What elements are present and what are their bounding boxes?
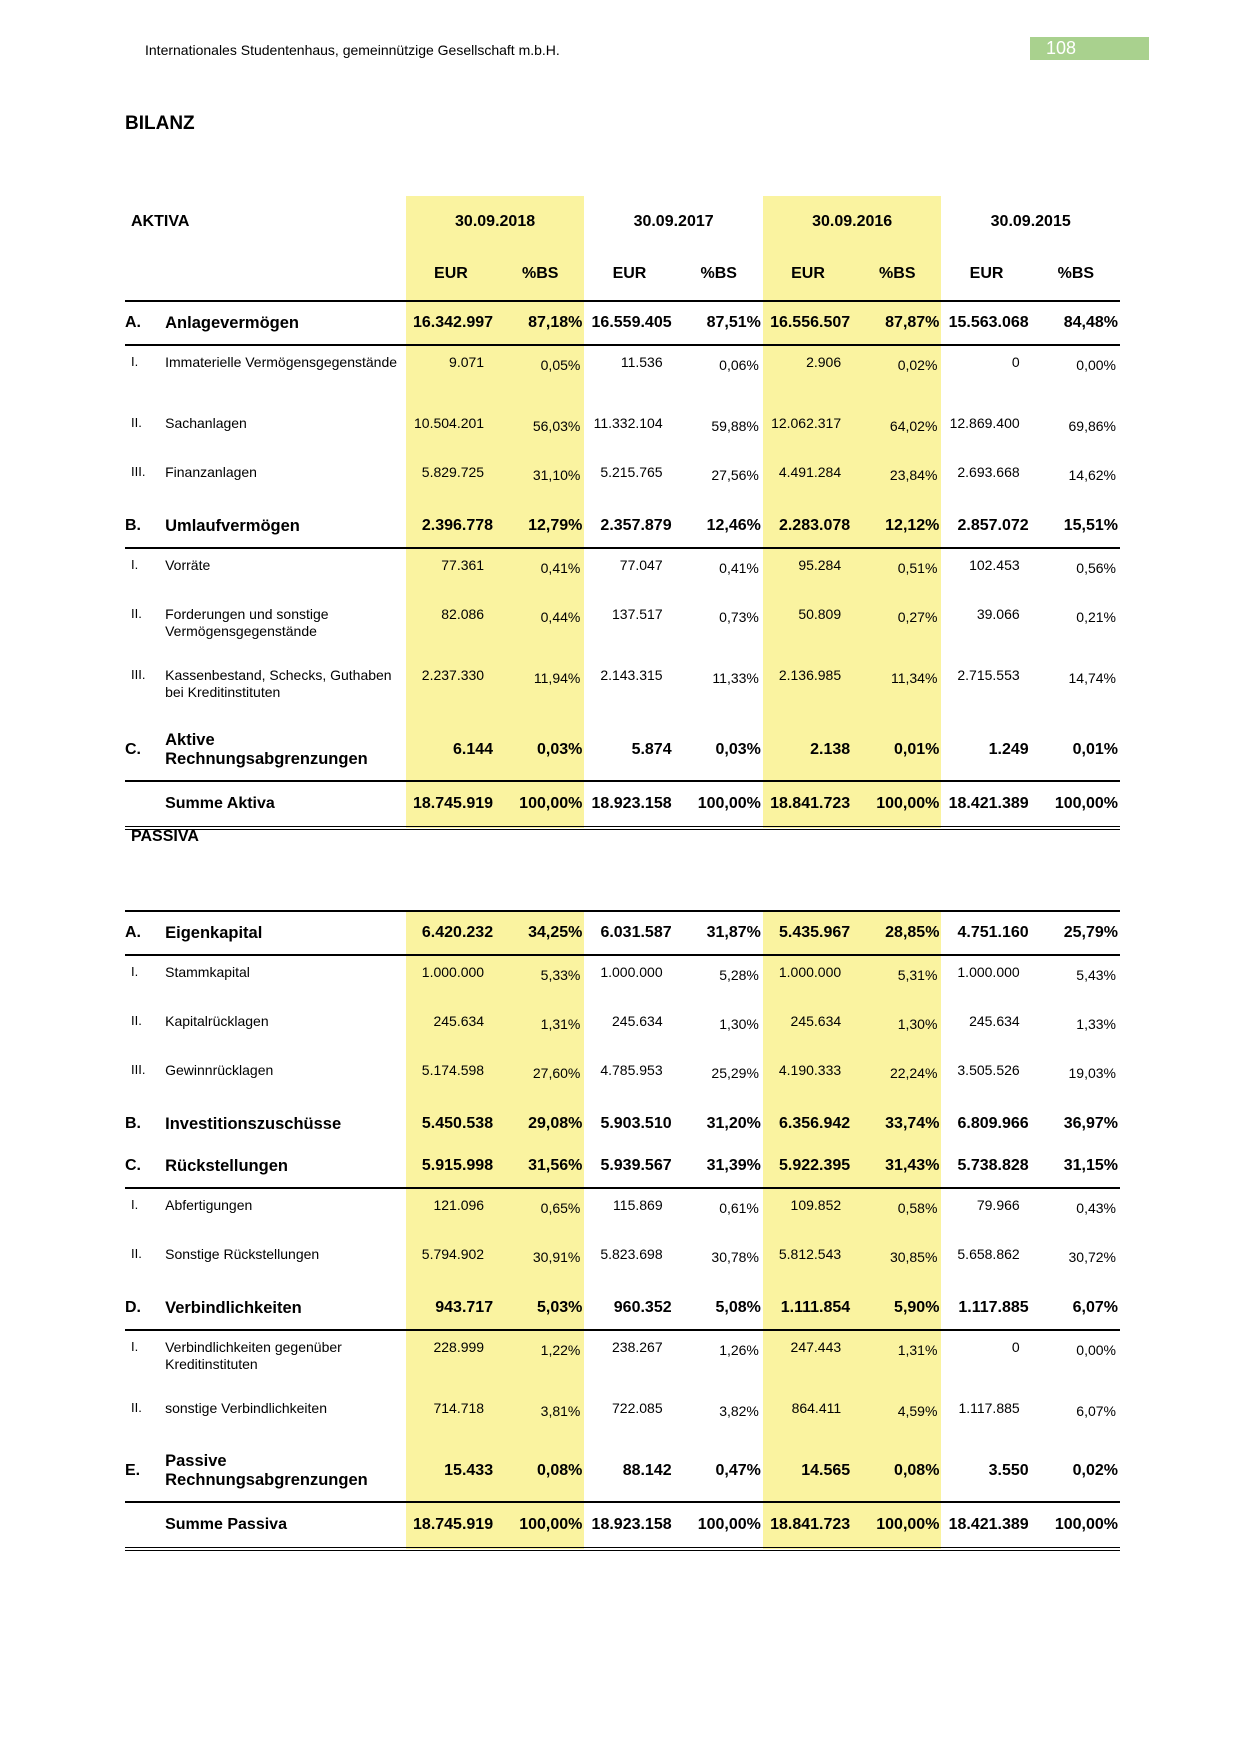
cell-eur: 1.249	[941, 720, 1031, 781]
cell-percent: 27,56%	[711, 467, 759, 483]
cell-eur: 18.421.389	[941, 781, 1031, 828]
pct-header: %BS	[675, 248, 763, 301]
cell-eur: 5.450.538	[406, 1103, 496, 1145]
cell-eur: 109.852	[763, 1188, 853, 1238]
row-letter: D.	[125, 1287, 165, 1330]
date-header-2018: 30.09.2018	[406, 196, 585, 248]
cell-percent: 100,00%	[496, 781, 584, 828]
row-roman-numeral: II.	[131, 1400, 142, 1415]
row-roman-numeral: III.	[131, 1062, 146, 1077]
cell-percent: 1,30%	[719, 1016, 759, 1032]
cell-eur: 2.693.668	[957, 464, 1020, 480]
cell-eur: 960.352	[584, 1287, 674, 1330]
aktiva-table	[125, 196, 1120, 830]
cell-percent: 31,43%	[853, 1145, 941, 1188]
cell-percent: 0,21%	[1076, 609, 1116, 625]
cell-percent: 1,31%	[496, 1005, 584, 1054]
cell-percent: 0,43%	[1076, 1200, 1116, 1216]
row-roman-numeral: I.	[131, 1339, 139, 1354]
cell-percent: 23,84%	[853, 456, 941, 505]
cell-percent: 19,03%	[1068, 1065, 1116, 1081]
row-label: Summe Aktiva	[165, 781, 406, 828]
table-row	[125, 301, 1120, 345]
cell-eur: 1.000.000	[763, 955, 853, 1005]
cell-eur: 245.634	[406, 1005, 496, 1054]
cell-percent: 56,03%	[496, 407, 584, 456]
cell-percent: 31,15%	[1032, 1145, 1120, 1188]
row-label: Sachanlagen	[165, 415, 247, 431]
eur-header: EUR	[406, 248, 496, 301]
row-roman-numeral: II.	[131, 606, 142, 621]
unit-header-row	[125, 248, 1120, 301]
table-row	[125, 911, 1120, 955]
cell-eur: 77.047	[619, 557, 663, 573]
cell-percent: 0,06%	[719, 357, 759, 373]
cell-percent: 0,58%	[853, 1188, 941, 1238]
cell-percent: 0,41%	[496, 548, 584, 598]
cell-percent: 12,79%	[496, 505, 584, 548]
cell-percent: 29,08%	[496, 1103, 584, 1145]
cell-percent: 30,91%	[496, 1238, 584, 1287]
cell-percent: 22,24%	[853, 1054, 941, 1103]
cell-percent: 15,51%	[1032, 505, 1120, 548]
row-roman-numeral: III.	[131, 464, 146, 479]
cell-percent: 31,87%	[675, 911, 763, 955]
cell-percent: 0,61%	[719, 1200, 759, 1216]
cell-eur: 247.443	[763, 1330, 853, 1392]
cell-eur: 121.096	[406, 1188, 496, 1238]
row-label: Verbindlichkeiten gegenüber Kreditinstituten	[165, 1339, 342, 1372]
cell-eur: 79.966	[976, 1197, 1020, 1213]
cell-eur: 50.809	[763, 598, 853, 659]
cell-percent: 0,08%	[496, 1441, 584, 1502]
cell-eur: 2.857.072	[941, 505, 1031, 548]
cell-percent: 5,90%	[853, 1287, 941, 1330]
cell-percent: 87,51%	[675, 301, 763, 345]
cell-percent: 0,05%	[496, 345, 584, 407]
cell-percent: 59,88%	[711, 418, 759, 434]
cell-eur: 137.517	[612, 606, 663, 622]
row-label: Stammkapital	[165, 964, 250, 980]
row-label: Gewinnrücklagen	[165, 1062, 274, 1078]
table-row	[125, 1392, 1120, 1441]
cell-percent: 25,29%	[711, 1065, 759, 1081]
cell-eur: 6.356.942	[763, 1103, 853, 1145]
cell-percent: 0,65%	[496, 1188, 584, 1238]
row-letter: A.	[125, 911, 165, 955]
cell-percent: 64,02%	[853, 407, 941, 456]
cell-percent: 0,03%	[496, 720, 584, 781]
cell-eur: 2.357.879	[584, 505, 674, 548]
cell-eur: 18.923.158	[584, 781, 674, 828]
cell-percent: 100,00%	[1032, 1502, 1120, 1549]
cell-percent: 0,73%	[719, 609, 759, 625]
row-label: Investitionszuschüsse	[165, 1114, 342, 1133]
cell-eur: 39.066	[976, 606, 1020, 622]
table-row	[125, 1103, 1120, 1145]
cell-eur: 18.745.919	[406, 781, 496, 828]
table-row	[125, 407, 1120, 456]
cell-eur: 5.794.902	[406, 1238, 496, 1287]
aktiva-heading: AKTIVA	[131, 213, 190, 230]
cell-eur: 1.117.885	[941, 1287, 1031, 1330]
cell-percent: 0,03%	[675, 720, 763, 781]
row-label: Abfertigungen	[165, 1197, 253, 1213]
table-row	[125, 955, 1120, 1005]
pct-header: %BS	[853, 248, 941, 301]
cell-eur: 1.117.885	[958, 1400, 1020, 1416]
table-row	[125, 456, 1120, 505]
cell-eur: 5.823.698	[600, 1246, 663, 1262]
cell-eur: 1.000.000	[600, 964, 663, 980]
table-row	[125, 1145, 1120, 1188]
cell-eur: 11.536	[620, 354, 663, 370]
cell-eur: 6.809.966	[957, 1115, 1029, 1132]
row-letter: E.	[125, 1441, 165, 1502]
header-title: Internationales Studentenhaus, gemeinnützige Gesellschaft m.b.H.	[145, 42, 560, 58]
cell-eur: 0	[1011, 1339, 1020, 1355]
cell-eur: 5.812.543	[763, 1238, 853, 1287]
table-row	[125, 1188, 1120, 1238]
cell-eur: 12.869.400	[949, 415, 1020, 431]
cell-eur: 2.396.778	[406, 505, 496, 548]
cell-percent: 14,62%	[1068, 467, 1116, 483]
row-label: Summe Passiva	[165, 1502, 406, 1549]
cell-percent: 100,00%	[1032, 781, 1120, 828]
cell-percent: 0,56%	[1076, 560, 1116, 576]
row-spacer	[125, 1502, 165, 1549]
pct-header: %BS	[496, 248, 584, 301]
cell-eur: 2.136.985	[763, 659, 853, 720]
cell-percent: 100,00%	[496, 1502, 584, 1549]
cell-eur: 4.491.284	[763, 456, 853, 505]
cell-percent: 0,41%	[719, 560, 759, 576]
cell-percent: 5,43%	[1076, 967, 1116, 983]
cell-percent: 5,08%	[675, 1287, 763, 1330]
cell-percent: 33,74%	[853, 1103, 941, 1145]
cell-percent: 0,44%	[496, 598, 584, 659]
row-letter: C.	[125, 1145, 165, 1188]
table-row	[125, 345, 1120, 407]
cell-eur: 238.267	[612, 1339, 663, 1355]
cell-eur: 15.433	[406, 1441, 496, 1502]
cell-percent: 5,28%	[719, 967, 759, 983]
cell-percent: 0,00%	[1076, 1342, 1116, 1358]
cell-percent: 1,26%	[719, 1342, 759, 1358]
cell-eur: 6.031.587	[584, 911, 674, 955]
cell-percent: 14,74%	[1068, 670, 1116, 686]
row-roman-numeral: II.	[131, 1246, 142, 1261]
cell-eur: 943.717	[406, 1287, 496, 1330]
cell-percent: 30,78%	[711, 1249, 759, 1265]
table-row	[125, 720, 1120, 781]
cell-eur: 228.999	[406, 1330, 496, 1392]
cell-eur: 6.144	[406, 720, 496, 781]
cell-eur: 5.435.967	[763, 911, 853, 955]
cell-percent: 34,25%	[496, 911, 584, 955]
eur-header: EUR	[763, 248, 853, 301]
cell-percent: 1,33%	[1076, 1016, 1116, 1032]
cell-eur: 10.504.201	[406, 407, 496, 456]
cell-eur: 9.071	[406, 345, 496, 407]
row-letter: A.	[125, 301, 165, 345]
cell-percent: 6,07%	[1076, 1403, 1116, 1419]
row-roman-numeral: I.	[131, 557, 139, 572]
cell-percent: 69,86%	[1068, 418, 1116, 434]
table-row	[125, 1330, 1120, 1392]
table-row	[125, 1054, 1120, 1103]
table-row	[125, 1238, 1120, 1287]
cell-eur: 77.361	[406, 548, 496, 598]
cell-percent: 11,34%	[853, 659, 941, 720]
cell-eur: 18.841.723	[763, 781, 853, 828]
row-roman-numeral: III.	[131, 667, 146, 682]
cell-percent: 100,00%	[853, 781, 941, 828]
cell-percent: 11,94%	[496, 659, 584, 720]
cell-eur: 82.086	[406, 598, 496, 659]
cell-eur: 1.111.854	[763, 1287, 853, 1330]
table-row	[125, 598, 1120, 659]
table-row	[125, 1502, 1120, 1549]
row-letter: C.	[125, 720, 165, 781]
cell-eur: 18.421.389	[941, 1502, 1031, 1549]
cell-eur: 16.342.997	[406, 301, 496, 345]
cell-eur: 95.284	[763, 548, 853, 598]
row-label: Kapitalrücklagen	[165, 1013, 269, 1029]
row-label: Eigenkapital	[165, 911, 406, 955]
row-roman-numeral: I.	[131, 354, 139, 369]
row-roman-numeral: II.	[131, 415, 142, 430]
cell-percent: 27,60%	[496, 1054, 584, 1103]
cell-percent: 0,27%	[853, 598, 941, 659]
cell-percent: 28,85%	[853, 911, 941, 955]
cell-percent: 30,85%	[853, 1238, 941, 1287]
row-label: Umlaufvermögen	[165, 505, 406, 548]
row-label: Rückstellungen	[165, 1145, 406, 1188]
cell-eur: 5.922.395	[763, 1145, 853, 1188]
cell-eur: 5.915.998	[406, 1145, 496, 1188]
cell-percent: 0,08%	[853, 1441, 941, 1502]
cell-eur: 1.000.000	[957, 964, 1020, 980]
date-header-2015: 30.09.2015	[990, 213, 1071, 230]
passiva-heading: PASSIVA	[131, 828, 199, 845]
cell-percent: 0,51%	[853, 548, 941, 598]
row-roman-numeral: I.	[131, 1197, 139, 1212]
row-label: Verbindlichkeiten	[165, 1287, 406, 1330]
cell-percent: 87,87%	[853, 301, 941, 345]
row-label: Immaterielle Vermögensgegenstände	[165, 354, 398, 370]
cell-eur: 5.939.567	[584, 1145, 674, 1188]
row-label: Aktive Rechnungsabgrenzungen	[165, 720, 406, 781]
cell-percent: 3,82%	[719, 1403, 759, 1419]
cell-eur: 5.738.828	[941, 1145, 1031, 1188]
table-row	[125, 1441, 1120, 1502]
row-label: Passive Rechnungsabgrenzungen	[165, 1441, 406, 1502]
cell-percent: 1,31%	[853, 1330, 941, 1392]
cell-eur: 2.906	[763, 345, 853, 407]
cell-eur: 5.829.725	[406, 456, 496, 505]
cell-eur: 1.000.000	[406, 955, 496, 1005]
cell-eur: 2.237.330	[406, 659, 496, 720]
cell-eur: 3.550	[941, 1441, 1031, 1502]
cell-eur: 5.874	[584, 720, 674, 781]
row-label: Vorräte	[165, 557, 211, 573]
cell-eur: 16.556.507	[763, 301, 853, 345]
cell-eur: 15.563.068	[941, 301, 1031, 345]
cell-eur: 4.751.160	[941, 911, 1031, 955]
cell-eur: 11.332.104	[593, 415, 663, 431]
cell-percent: 0,02%	[1032, 1441, 1120, 1502]
row-letter: B.	[125, 505, 165, 548]
cell-percent: 0,00%	[1076, 357, 1116, 373]
cell-percent: 5,31%	[853, 955, 941, 1005]
cell-eur: 245.634	[612, 1013, 663, 1029]
cell-eur: 115.869	[613, 1197, 663, 1213]
cell-percent: 1,30%	[853, 1005, 941, 1054]
row-roman-numeral: II.	[131, 1013, 142, 1028]
row-spacer	[125, 781, 165, 828]
cell-percent: 5,03%	[496, 1287, 584, 1330]
eur-header: EUR	[941, 248, 1031, 301]
cell-eur: 6.420.232	[406, 911, 496, 955]
cell-eur: 18.745.919	[406, 1502, 496, 1549]
document-title: BILANZ	[125, 113, 195, 134]
page-number: 108	[1030, 37, 1149, 60]
table-row	[125, 1005, 1120, 1054]
cell-eur: 14.565	[763, 1441, 853, 1502]
row-roman-numeral: I.	[131, 964, 139, 979]
row-label: Kassenbestand, Schecks, Guthaben bei Kreditinstituten	[165, 667, 392, 700]
cell-percent: 100,00%	[853, 1502, 941, 1549]
cell-percent: 100,00%	[675, 781, 763, 828]
row-label: Finanzanlagen	[165, 464, 257, 480]
cell-eur: 88.142	[584, 1441, 674, 1502]
cell-eur: 0	[1011, 354, 1020, 370]
cell-percent: 0,01%	[1032, 720, 1120, 781]
cell-eur: 245.634	[763, 1005, 853, 1054]
cell-eur: 3.505.526	[957, 1062, 1020, 1078]
cell-percent: 4,59%	[853, 1392, 941, 1441]
row-letter: B.	[125, 1115, 141, 1132]
cell-eur: 18.841.723	[763, 1502, 853, 1549]
pct-header: %BS	[1032, 248, 1120, 301]
cell-percent: 0,47%	[675, 1441, 763, 1502]
cell-eur: 5.903.510	[600, 1115, 672, 1132]
table-row	[125, 781, 1120, 828]
cell-eur: 5.215.765	[600, 464, 663, 480]
cell-eur: 4.190.333	[763, 1054, 853, 1103]
table-row	[125, 1287, 1120, 1330]
table-row	[125, 548, 1120, 598]
cell-percent: 11,33%	[712, 670, 759, 686]
cell-eur: 714.718	[406, 1392, 496, 1441]
cell-percent: 25,79%	[1032, 911, 1120, 955]
cell-percent: 31,56%	[496, 1145, 584, 1188]
cell-percent: 12,12%	[853, 505, 941, 548]
eur-header: EUR	[584, 248, 674, 301]
table-row	[125, 505, 1120, 548]
cell-eur: 722.085	[612, 1400, 663, 1416]
cell-eur: 245.634	[969, 1013, 1020, 1029]
row-label: Forderungen und sonstige Vermögensgegenstände	[165, 606, 329, 639]
row-label: Sonstige Rückstellungen	[165, 1246, 320, 1262]
cell-eur: 864.411	[763, 1392, 853, 1441]
cell-eur: 2.138	[763, 720, 853, 781]
passiva-table	[125, 910, 1120, 1551]
cell-percent: 31,20%	[706, 1115, 761, 1132]
row-label: sonstige Verbindlichkeiten	[165, 1400, 327, 1416]
cell-percent: 0,01%	[853, 720, 941, 781]
cell-percent: 1,22%	[496, 1330, 584, 1392]
cell-eur: 5.658.862	[957, 1246, 1020, 1262]
cell-percent: 0,02%	[853, 345, 941, 407]
cell-eur: 102.453	[969, 557, 1020, 573]
date-header-2017: 30.09.2017	[633, 213, 714, 230]
cell-percent: 100,00%	[675, 1502, 763, 1549]
cell-eur: 2.715.553	[957, 667, 1020, 683]
cell-eur: 5.174.598	[406, 1054, 496, 1103]
table-row	[125, 659, 1120, 720]
cell-eur: 18.923.158	[584, 1502, 674, 1549]
cell-percent: 3,81%	[496, 1392, 584, 1441]
date-header-2016: 30.09.2016	[763, 196, 942, 248]
cell-percent: 31,10%	[496, 456, 584, 505]
cell-percent: 87,18%	[496, 301, 584, 345]
cell-percent: 6,07%	[1032, 1287, 1120, 1330]
date-header-row	[125, 196, 1120, 248]
cell-eur: 2.283.078	[763, 505, 853, 548]
cell-percent: 31,39%	[675, 1145, 763, 1188]
row-label: Anlagevermögen	[165, 301, 406, 345]
cell-eur: 4.785.953	[600, 1062, 663, 1078]
cell-percent: 84,48%	[1032, 301, 1120, 345]
cell-percent: 12,46%	[675, 505, 763, 548]
cell-percent: 5,33%	[496, 955, 584, 1005]
cell-eur: 16.559.405	[584, 301, 674, 345]
cell-eur: 2.143.315	[600, 667, 663, 683]
cell-percent: 36,97%	[1063, 1115, 1118, 1132]
cell-eur: 12.062.317	[763, 407, 853, 456]
cell-percent: 30,72%	[1068, 1249, 1116, 1265]
